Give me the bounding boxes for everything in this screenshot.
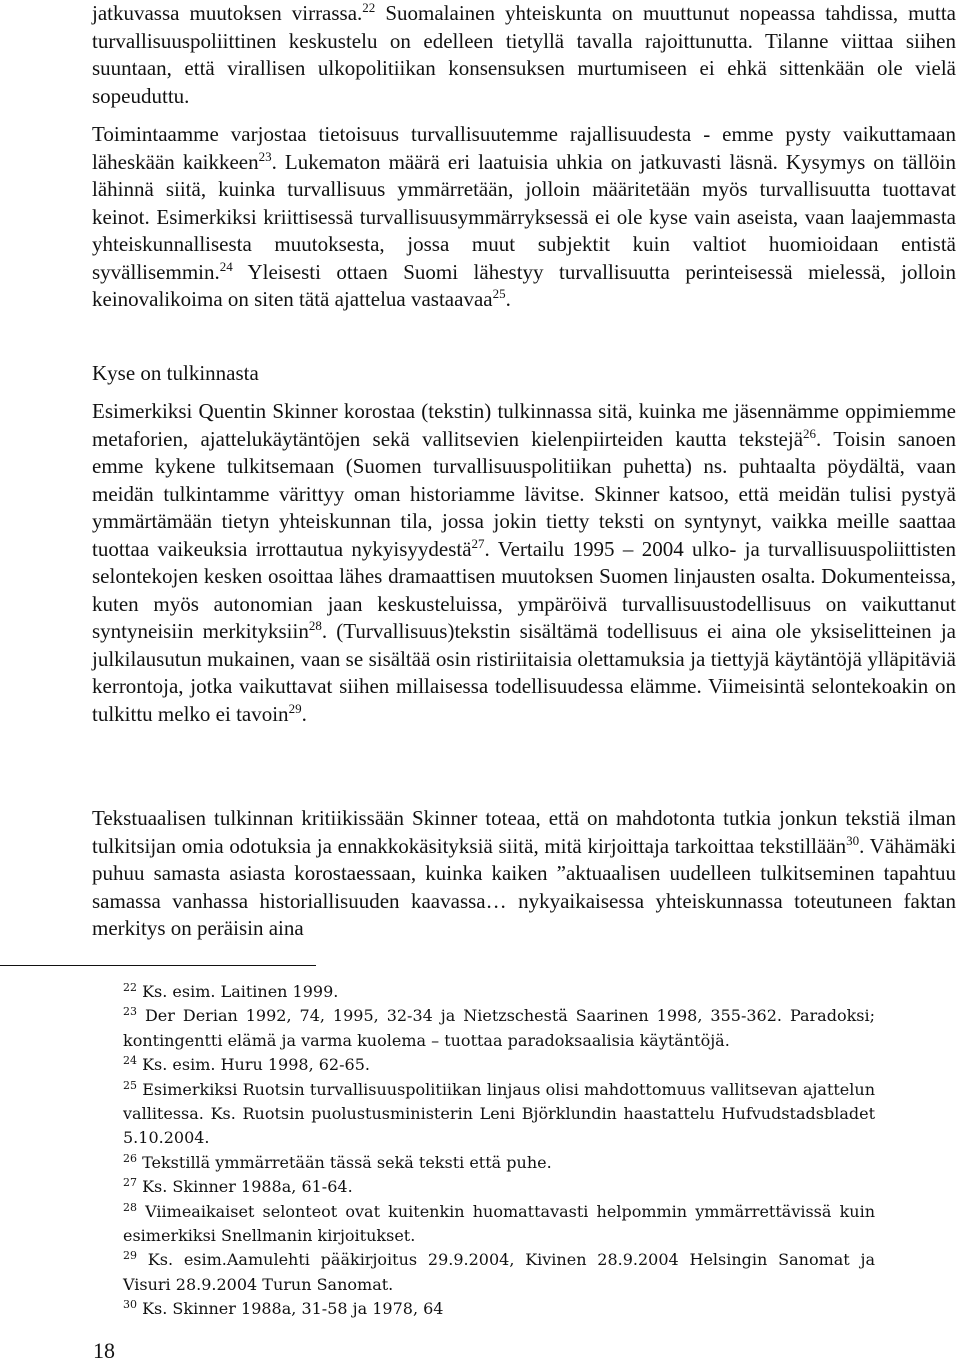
text-run: Esimerkiksi Quentin Skinner korostaa (tekstin) tulkinnassa sitä, kuinka me jäsennämme oppimiemme metaforien, ajattelukäytäntöjen sekä vallitsevien kielenpiirteiden kautta tekstejä (92, 399, 956, 451)
text-run: . (301, 701, 307, 726)
footnote-text: Esimerkiksi Ruotsin turvallisuuspolitiikan linjaus olisi mahdottomuus vallitsevan ajattelun vallitessa. Ks. Ruotsin puolustusministerin Leni Björklundin haastattelu Hufvudstadsbladet 5.10.2004. (123, 1079, 875, 1148)
footnote-separator (0, 965, 316, 966)
footnote-text: Der Derian 1992, 74, 1995, 32-34 ja Nietzschestä Saarinen 1998, 355-362. Paradoksi; kontingentti elämä ja varma kuolema – tuottaa paradoksaalisia käytäntöjä. (123, 1006, 875, 1050)
footnote-23 (123, 1004, 875, 1053)
footnote-24 (123, 1053, 875, 1077)
footnotes (123, 980, 875, 1322)
text-run: Suomalainen yhteiskunta on muuttunut nopeassa tahdissa, mutta turvallisuuspoliittinen keskustelu on edelleen tietyllä tavalla rajoittunutta. Tilanne viittaa siihen suuntaan, että virallisen ulkopolitiikan konsensuksen murtumiseen ei ehkä sittenkään ole vielä sopeuduttu. (92, 1, 956, 108)
footnote-reference: 23 (258, 148, 272, 164)
body-paragraph-4 (92, 805, 956, 943)
footnote-text: Ks. Skinner 1988a, 61-64. (137, 1177, 353, 1197)
text-run: . (Turvallisuus)tekstin sisältämä todellisuus ei aina ole yksiselitteinen ja julkilausutun mukainen, vaan se sisältää osin ristiriitaisia olettamuksia ja tiettyjä käytäntöjä ylläpitäviä kerrontoja, jotka vaikuttavat siihen millaisessa todellisuudessa elämme. Viimeisintä selontekoakin on tulkittu melko ei tavoin (92, 619, 956, 726)
footnote-text: Ks. Skinner 1988a, 31-58 ja 1978, 64 (137, 1299, 444, 1319)
text-run: . Vähämäki puhuu samasta asiasta korostaessaan, kuinka kaiken ”aktuaalisen uudelleen tulkitseminen tapahtuu samassa vanhassa historiallisuuden kaavassa… nykyaikaisessa yhteiskunnassa toteutuneen faktan merkitys on peräisin aina (92, 833, 956, 940)
footnote-28 (123, 1200, 875, 1249)
footnote-number: 22 (123, 981, 137, 994)
text-run: Yleisesti ottaen Suomi lähestyy turvallisuutta perinteisessä mielessä, jolloin keinovalikoima on siten tätä ajattelua vastaavaa (92, 259, 956, 311)
footnote-reference: 22 (362, 0, 376, 15)
footnote-reference: 28 (308, 618, 322, 633)
footnote-22 (123, 980, 875, 1004)
footnote-reference: 27 (471, 535, 485, 551)
text-run: . Lukematon määrä eri laatuisia uhkia on jatkuvasti läsnä. Kysymys on tällöin lähinnä siitä, kuinka turvallisuus ymmärretään, jolloin määritetään myös turvallisuutta tuottavat keinot. Esimerkiksi kriittisessä turvallisuusymmärryksessä ei ole kyse vain aseista, vaan laajemmasta yhteiskunnallisesta muutoksesta, jossa muut subjektit kuin valtiot huomioidaan entistä syvällisemmin. (92, 149, 956, 284)
footnote-27 (123, 1175, 875, 1199)
footnote-text: Ks. esim. Laitinen 1999. (137, 982, 339, 1001)
footnote-number: 23 (123, 1005, 137, 1019)
footnote-30 (123, 1297, 875, 1321)
footnote-text: Tekstillä ymmärretään tässä sekä teksti että puhe. (137, 1152, 552, 1172)
footnote-26 (123, 1151, 875, 1175)
text-run: jatkuvassa muutoksen virrassa. (92, 1, 363, 25)
footnote-text: Ks. esim.Aamulehti pääkirjoitus 29.9.2004, Kivinen 28.9.2004 Helsingin Sanomat ja Visuri 28.9.2004 Turun Sanomat. (123, 1250, 875, 1294)
footnote-text: Ks. esim. Huru 1998, 62-65. (137, 1055, 370, 1075)
text-run: . Toisin sanoen emme kykene tulkitsemaan (Suomen turvallisuuspolitiikan puhetta) ns. puhtaalta pöydältä, vaan meidän tulkintamme värittyy oman historiamme lävitse. Skinner katsoo, että meidän tulisi pystyä ymmärtämään tietyn yhteiskunnan tila, jossa jokin tietty teksti on syntynyt, vaikka meille saattaa tuottaa vaikeuksia irrottautua nykyisyydestä (92, 426, 957, 561)
footnote-number: 28 (123, 1200, 137, 1214)
footnote-number: 25 (123, 1078, 137, 1092)
footnote-number: 27 (123, 1176, 137, 1190)
footnote-25 (123, 1078, 875, 1151)
text-run: . (505, 287, 511, 311)
section-heading: Kyse on tulkinnasta (92, 361, 259, 385)
page-number: 18 (93, 1338, 115, 1363)
footnote-reference: 24 (219, 258, 233, 274)
body-paragraph-3 (92, 398, 956, 728)
footnote-number: 30 (123, 1298, 137, 1312)
footnote-reference: 26 (803, 425, 817, 441)
body-paragraph-2 (92, 121, 956, 314)
footnote-reference: 25 (492, 286, 506, 301)
footnote-number: 26 (123, 1151, 137, 1165)
text-run: Toimintaamme varjostaa tietoisuus turvallisuutemme rajallisuudesta - emme pysty vaikuttamaan läheskään kaikkeen (92, 122, 956, 174)
footnote-reference: 29 (288, 700, 302, 716)
footnote-number: 24 (123, 1054, 137, 1068)
text-run: . Vertailu 1995 – 2004 ulko- ja turvallisuuspoliittisten selontekojen kesken osoittaa lähes dramaattisen muutoksen Suomen linjausten osalta. Dokumenteissa, kuten myös autonomian jaan keskusteluissa, ympäröivä turvallisuustodellisuus on vaikuttanut syntyneisiin merkityksiin (92, 536, 956, 643)
footnote-reference: 30 (846, 832, 860, 848)
footnote-text: Viimeaikaiset selonteot ovat kuitenkin huomattavasti helpommin ymmärrettävissä kuin esimerkiksi Snellmanin kirjoitukset. (123, 1201, 875, 1246)
text-run: Tekstuaalisen tulkinnan kritiikissään Skinner toteaa, että on mahdotonta tutkia jonkun tekstiä ilman tulkitsijan omia odotuksia ja ennakkokäsityksiä siitä, mitä kirjoittaja tarkoittaa tekstillään (92, 806, 956, 858)
footnote-29 (123, 1248, 875, 1297)
footnote-number: 29 (123, 1249, 137, 1263)
body-paragraph-1 (92, 0, 956, 110)
